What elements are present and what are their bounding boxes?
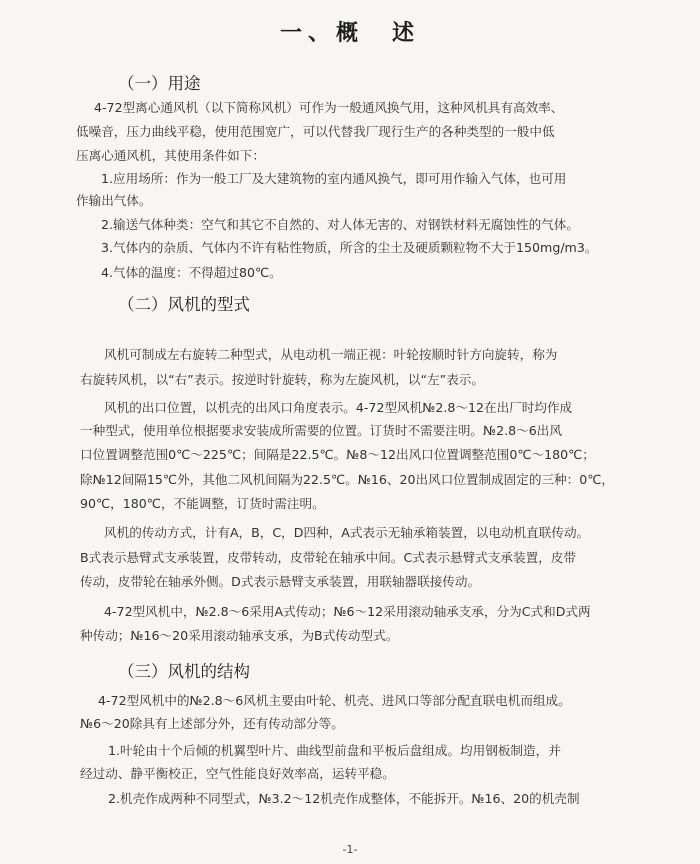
- paragraph-line: 1.叶轮由十个后倾的机翼型叶片、曲线型前盘和平板后盘组成。均用钢板制造，并: [108, 743, 561, 758]
- paragraph-line: 90℃，180℃，不能调整，订货时需注明。: [80, 496, 325, 511]
- section-heading-usage: （一）用途: [118, 74, 201, 93]
- paragraph-line: №6～20除具有上述部分外，还有传动部分等。: [80, 716, 344, 731]
- paragraph-line: 3.气体内的杂质、气体内不许有粘性物质，所含的尘土及硬质颗粒物不大于150mg/m3。: [101, 240, 598, 255]
- paragraph-line: 口位置调整范围0℃～225℃；间隔是22.5℃。№8～12出风口位置调整范围0℃～180℃；: [80, 447, 595, 462]
- paragraph-line: 右旋转风机，以“右”表示。按逆时针旋转，称为左旋风机，以“左”表示。: [80, 372, 484, 387]
- paragraph-line: 2.输送气体种类：空气和其它不自然的、对人体无害的、对钢铁材料无腐蚀性的气体。: [101, 217, 579, 232]
- paragraph-line: 2.机壳作成两种不同型式，№3.2～12机壳作成整体，不能拆开。№16、20的机壳制: [108, 791, 580, 806]
- paragraph-line: 风机可制成左右旋转二种型式，从电动机一端正视：叶轮按顺时针方向旋转，称为: [104, 347, 558, 362]
- paragraph-line: 作输出气体。: [76, 193, 152, 208]
- paragraph-line: 压离心通风机，其使用条件如下：: [76, 148, 265, 163]
- paragraph-line: 4.气体的温度：不得超过80℃。: [101, 265, 282, 280]
- paragraph-line: 除№12间隔15℃外，其他二风机间隔为22.5℃。№16、20出风口位置制成固定的三种：0℃，: [80, 472, 614, 487]
- paragraph-line: 4-72型风机中的№2.8～6风机主要由叶轮、机壳、进风口等部分配直联电机而组成。: [98, 693, 571, 708]
- section-heading-structure: （三）风机的结构: [118, 662, 250, 681]
- paragraph-line: 经过动、静平衡校正，空气性能良好效率高，运转平稳。: [80, 766, 395, 781]
- paragraph-line: 低噪音，压力曲线平稳，使用范围宽广，可以代替我厂现行生产的各种类型的一般中低: [76, 124, 555, 139]
- section-heading-types: （二）风机的型式: [118, 295, 250, 314]
- paragraph-line: 风机的出口位置，以机壳的出风口角度表示。4-72型风机№2.8～12在出厂时均作成: [104, 400, 573, 415]
- paragraph-line: 一种型式，使用单位根据要求安装成所需要的位置。订货时不需要注明。№2.8～6出风: [80, 423, 562, 438]
- paragraph-line: 风机的传动方式，计有A，B，C，D四种，A式表示无轴承箱装置，以电动机直联传动。: [104, 525, 590, 540]
- paragraph-line: 传动，皮带轮在轴承外侧。D式表示悬臂支承装置，用联轴器联接传动。: [80, 574, 481, 589]
- paragraph-line: B式表示悬臂式支承装置，皮带转动，皮带轮在轴承中间。C式表示悬臂式支承装置，皮带: [80, 550, 576, 565]
- paragraph-line: 4-72型风机中，№2.8～6采用A式传动；№6～12采用滚动轴承支承，分为C式和D式两: [104, 604, 591, 619]
- paragraph-line: 4-72型离心通风机（以下简称风机）可作为一般通风换气用，这种风机具有高效率、: [94, 100, 564, 115]
- paragraph-line: 种传动；№16～20采用滚动轴承支承，为B式传动型式。: [80, 628, 399, 643]
- page-title: 一、概 述: [279, 21, 420, 46]
- page-number: -1-: [342, 843, 358, 856]
- paragraph-line: 1.应用场所：作为一般工厂及大建筑物的室内通风换气，即可用作输入气体，也可用: [101, 171, 567, 186]
